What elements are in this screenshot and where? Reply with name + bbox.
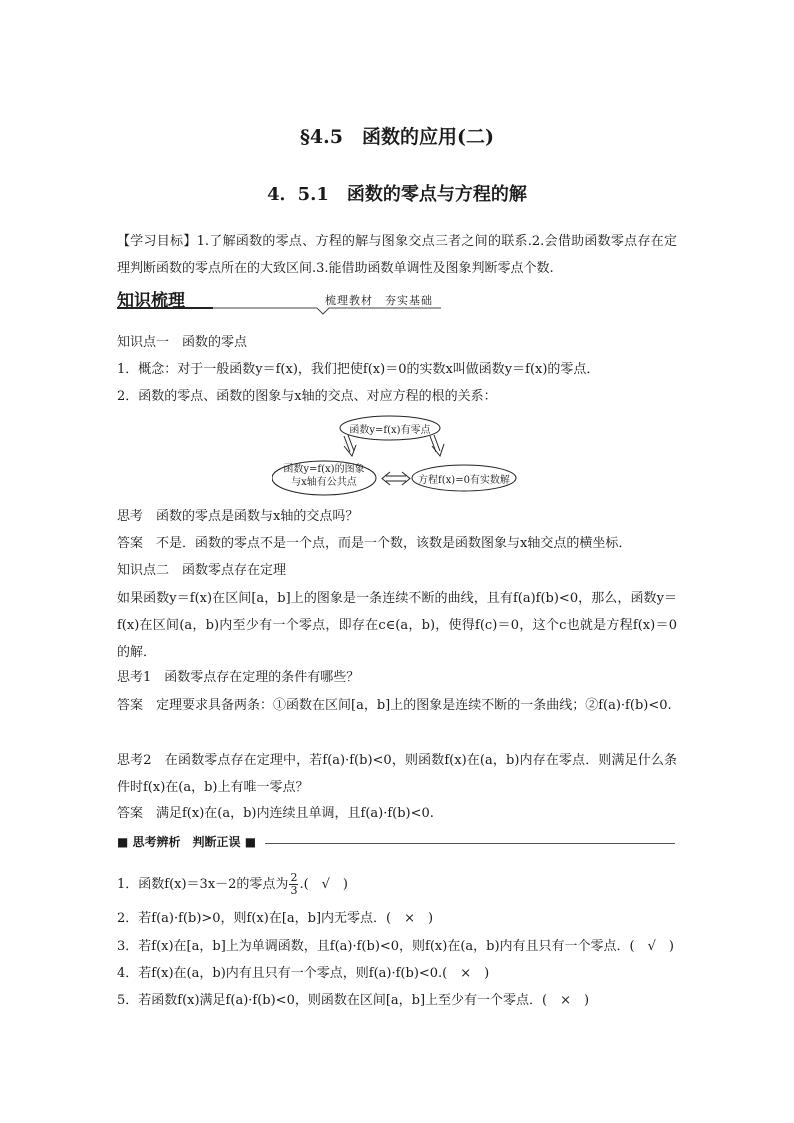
think-answer: 答案 不是．函数的零点不是一个点，而是一个数，该数是函数图象与x轴交点的横坐标． — [117, 536, 632, 551]
fraction-denominator: 3 — [290, 884, 298, 897]
kp1-title: 知识点一 函数的零点 — [117, 335, 248, 350]
think2-question: 思考2 在函数零点存在定理中，若f(a)·f(b)<0，则函数f(x)在(a，b)内存在零点．则满足什么条件时f(x)在(a，b)上有唯一零点？ — [117, 753, 677, 795]
double-arrow-horizontal — [382, 472, 410, 485]
think-question: 思考 函数的零点是函数与x轴的交点吗？ — [117, 509, 359, 524]
think1-answer: 答案 定理要求具备两条：①函数在区间[a，b]上的图象是连续不断的一条曲线；②f(a)·f(b)<0. — [117, 698, 672, 713]
judge-section-label: ■ 思考辨析 判断正误 ■ — [117, 835, 257, 849]
fraction-numerator: 2 — [290, 871, 298, 884]
objectives-label: 【学习目标】 — [117, 234, 197, 249]
judge-item-1-prefix: 1．函数f(x)＝3x－2的零点为 — [117, 877, 289, 892]
kp2-theorem: 如果函数y＝f(x)在区间[a，b]上的图象是一条连续不断的曲线，且有f(a)f(b)<0，那么，函数y＝f(x)在区间(a，b)内至少有一个零点，即存在c∈(a，b)，使得f(c)＝0，这个c也就是方程f(x)＝0的解． — [117, 591, 677, 660]
kp1-item1: 1．概念：对于一般函数y＝f(x)，我们把使f(x)＝0的实数x叫做函数y＝f(x)的零点． — [117, 362, 600, 377]
think2-answer: 答案 满足f(x)在(a，b)内连续且单调，且f(a)·f(b)<0. — [117, 806, 434, 821]
diagram-left-node-line2: 与x轴有公共点 — [291, 477, 357, 488]
diagram-left-node-line1: 函数y=f(x)的图象 — [283, 464, 365, 475]
section-heading: 知识梳理 — [117, 291, 185, 311]
section-title: 4．5.1 函数的零点与方程的解 — [267, 184, 527, 205]
judge-item-2: 2．若f(a)·f(b)>0，则f(x)在[a，b]内无零点．( × ) — [117, 911, 434, 926]
judge-item-1-suffix: .( √ ) — [299, 877, 348, 892]
section-subheading: 梳理教材 夯实基础 — [325, 294, 433, 307]
relation-diagram — [272, 414, 522, 502]
objectives-text: 1.了解函数的零点、方程的解与图象交点三者之间的联系.2.会借助函数零点存在定理判断函数的零点所在的大致区间.3.能借助函数单调性及图象判断零点个数. — [117, 234, 677, 276]
double-arrow-left — [344, 435, 356, 456]
diagram-top-node: 函数y=f(x)有零点 — [349, 425, 431, 436]
think1-question: 思考1 函数零点存在定理的条件有哪些？ — [117, 670, 360, 685]
judge-item-5: 5．若函数f(x)满足f(a)·f(b)<0，则函数在区间[a，b]上至少有一个零点．( × ) — [117, 993, 590, 1008]
kp1-item2: 2．函数的零点、函数的图象与x轴的交点、对应方程的根的关系： — [117, 389, 497, 404]
judge-item-4: 4．若f(x)在(a，b)内有且只有一个零点，则f(a)·f(b)<0.( × ) — [117, 966, 490, 981]
judge-section-rule — [265, 843, 675, 844]
judge-item-3: 3．若f(x)在[a，b]上为单调函数，且f(a)·f(b)<0，则f(x)在(a，b)内有且只有一个零点．( √ ) — [117, 939, 674, 954]
page-title: §4.5 函数的应用(二) — [300, 126, 494, 148]
learning-objectives — [117, 228, 677, 282]
fraction-two-thirds — [289, 872, 298, 897]
diagram-right-node: 方程f(x)=0有实数解 — [418, 475, 510, 486]
kp2-title: 知识点二 函数零点存在定理 — [117, 563, 287, 578]
judge-item-1 — [117, 872, 348, 897]
double-arrow-right — [430, 435, 444, 456]
